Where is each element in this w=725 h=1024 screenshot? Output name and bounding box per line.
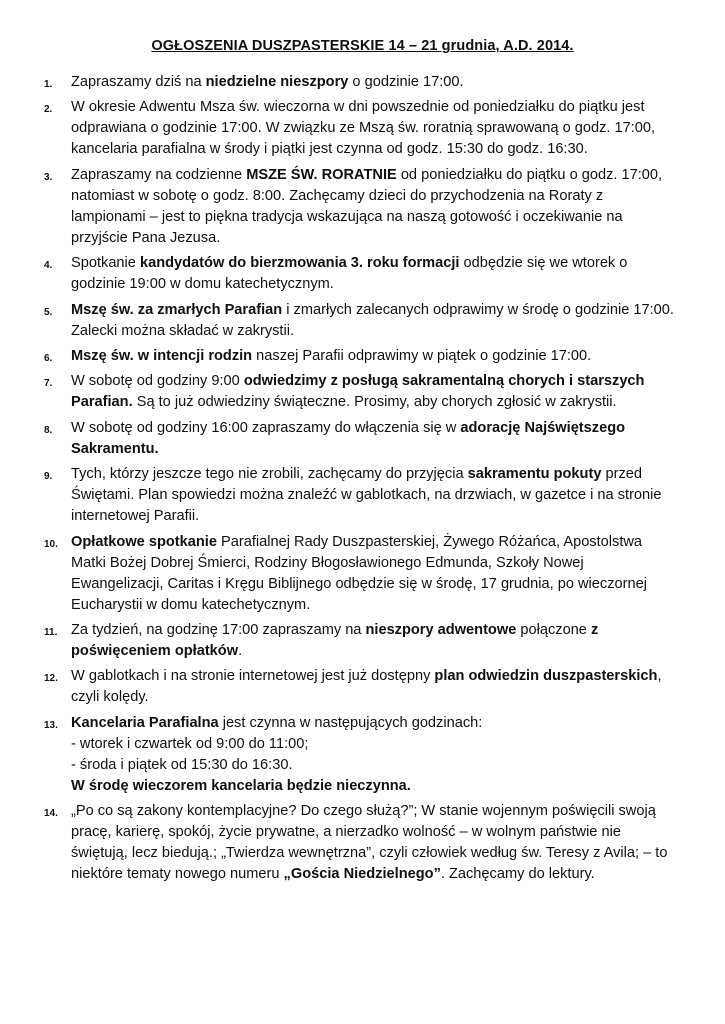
item-text: połączone <box>516 621 591 638</box>
list-item <box>0 371 725 413</box>
item-text: o godzinie 17:00. <box>348 74 464 90</box>
item-text: Spotkanie <box>71 255 140 272</box>
item-text: , czyli kolędy. <box>71 668 662 706</box>
item-text: „Po co są zakony kontemplacyjne? Do czego służą?”; W stanie wojennym poświęcili swoją pracę, karierę, spokój, życie prywatne, a nierzadko wolność – w wolnym państwie nie świętują, lecz biedują.; „Twierdza wewnętrzna”, czyli człowiek według św. Teresy z Avila; – to niektóre tematy nowego numeru <box>71 803 668 883</box>
item-number: 11. <box>44 626 58 638</box>
office-closed-note: W środę wieczorem kancelaria będzie nieczynna. <box>71 777 411 794</box>
list-item <box>0 620 725 662</box>
item-text: W gablotkach i na stronie internetowej jest już dostępny <box>71 668 435 685</box>
office-hours-line: - środa i piątek od 15:30 do 16:30. <box>71 756 293 773</box>
item-text-bold: nieszpory adwentowe <box>365 621 517 638</box>
list-item <box>0 713 725 797</box>
list-item <box>0 464 725 527</box>
item-text: Zapraszamy dziś na <box>71 74 206 90</box>
list-item <box>0 801 725 885</box>
item-text-bold: sakramentu pokuty <box>467 466 602 483</box>
list-item <box>0 72 725 93</box>
item-text: przed Świętami. Plan spowiedzi można znaleźć w gablotkach, na drzwiach, w gazetce i na stronie internetowej Parafii. <box>71 466 662 525</box>
item-text-bold: kandydatów do bierzmowania 3. roku formacji <box>139 255 460 272</box>
item-text-bold: Mszę św. w intencji rodzin <box>71 347 253 364</box>
item-text: Za tydzień, na godzinę 17:00 zapraszamy na <box>71 621 366 638</box>
item-text: W okresie Adwentu Msza św. wieczorna w dni powszednie od poniedziałku do piątku jest odprawiana o godzinie 17:00. W związku ze Mszą św. roratnią sprawowaną o godz. 17:00, kancelaria parafialna w środy i piątki jest czynna od godz. 15:30 do godz. 16:30. <box>71 99 656 158</box>
item-text: naszej Parafii odprawimy w piątek o godzinie 17:00. <box>252 347 592 364</box>
item-number: 3. <box>44 171 53 183</box>
item-text: odbędzie się we wtorek o godzinie 19:00 w domu katechetycznym. <box>71 255 628 293</box>
item-text: i zmarłych zalecanych odprawimy w środę o godzinie 17:00. Zalecki można składać w zakrystii. <box>71 301 674 339</box>
item-text-bold: Kancelaria Parafialna <box>71 714 219 731</box>
item-number: 4. <box>44 260 53 272</box>
item-text-bold: niedzielne nieszpory <box>205 74 349 90</box>
item-number: 13. <box>44 719 58 731</box>
office-hours-line: - wtorek i czwartek od 9:00 do 11:00; <box>71 735 309 752</box>
item-text: Zapraszamy na codzienne <box>71 166 247 183</box>
item-text-bold: odwiedzimy z posługą sakramentalną chorych i starszych Parafian. <box>71 373 645 411</box>
item-text-bold: MSZE ŚW. RORATNIE <box>246 166 397 183</box>
item-number: 10. <box>44 538 58 550</box>
list-item <box>0 418 725 460</box>
item-number: 5. <box>44 306 53 318</box>
item-number: 6. <box>44 352 53 364</box>
item-text: Są to już odwiedziny świąteczne. Prosimy, aby chorych zgłosić w zakrystii. <box>132 394 617 411</box>
item-text: Tych, którzy jeszcze tego nie zrobili, zachęcamy do przyjęcia <box>71 466 468 483</box>
list-item <box>0 300 725 342</box>
item-text: . Zachęcamy do lektury. <box>440 866 595 883</box>
office-hours-heading <box>71 713 677 734</box>
item-text-bold: z poświęceniem opłatków <box>71 621 599 659</box>
item-number: 12. <box>44 673 58 685</box>
item-text: jest czynna w następujących godzinach: <box>218 714 483 731</box>
item-text: od poniedziałku do piątku o godz. 17:00, natomiast w sobotę o godz. 8:00. Zachęcamy dzieci do przychodzenia na Roraty z lampionami – jest to piękna tradycja wskazująca na naszą gotowość i oczekiwanie na przyjście Pana Jezusa. <box>71 166 663 246</box>
announcement-list <box>0 72 725 889</box>
list-item <box>0 97 725 160</box>
item-text-bold: Mszę św. za zmarłych Parafian <box>71 301 283 318</box>
list-item <box>0 165 725 249</box>
list-item <box>0 666 725 708</box>
item-text: W sobotę od godziny 9:00 <box>71 373 244 390</box>
item-number: 1. <box>44 79 53 90</box>
item-text-bold: „Gościa Niedzielnego” <box>283 866 441 883</box>
list-item <box>0 532 725 616</box>
item-text-bold: plan odwiedzin duszpasterskich <box>434 668 658 685</box>
item-text-bold: adorację Najświętszego Sakramentu. <box>71 419 626 457</box>
list-item <box>0 253 725 295</box>
item-text: W sobotę od godziny 16:00 zapraszamy do włączenia się w <box>71 419 461 436</box>
item-number: 2. <box>44 104 53 116</box>
item-number: 9. <box>44 471 53 483</box>
page-title: OGŁOSZENIA DUSZPASTERSKIE 14 – 21 grudnia, A.D. 2014. <box>151 38 574 54</box>
item-text-bold: Opłatkowe spotkanie <box>71 533 217 550</box>
item-text: Parafialnej Rady Duszpasterskiej, Żywego Różańca, Apostolstwa Matki Bożej Dobrej Śmierci, Rodziny Błogosławionego Edmunda, Szkoły Nowej Ewangelizacji, Caritas i Kręgu Biblijnego odbędzie się w środę, 17 grudnia, po wieczornej Eucharystii w domu katechetycznym. <box>71 533 647 613</box>
item-text: . <box>238 642 243 659</box>
item-number: 14. <box>44 808 58 820</box>
list-item <box>0 346 725 367</box>
item-number: 7. <box>44 378 53 390</box>
item-number: 8. <box>44 424 53 436</box>
